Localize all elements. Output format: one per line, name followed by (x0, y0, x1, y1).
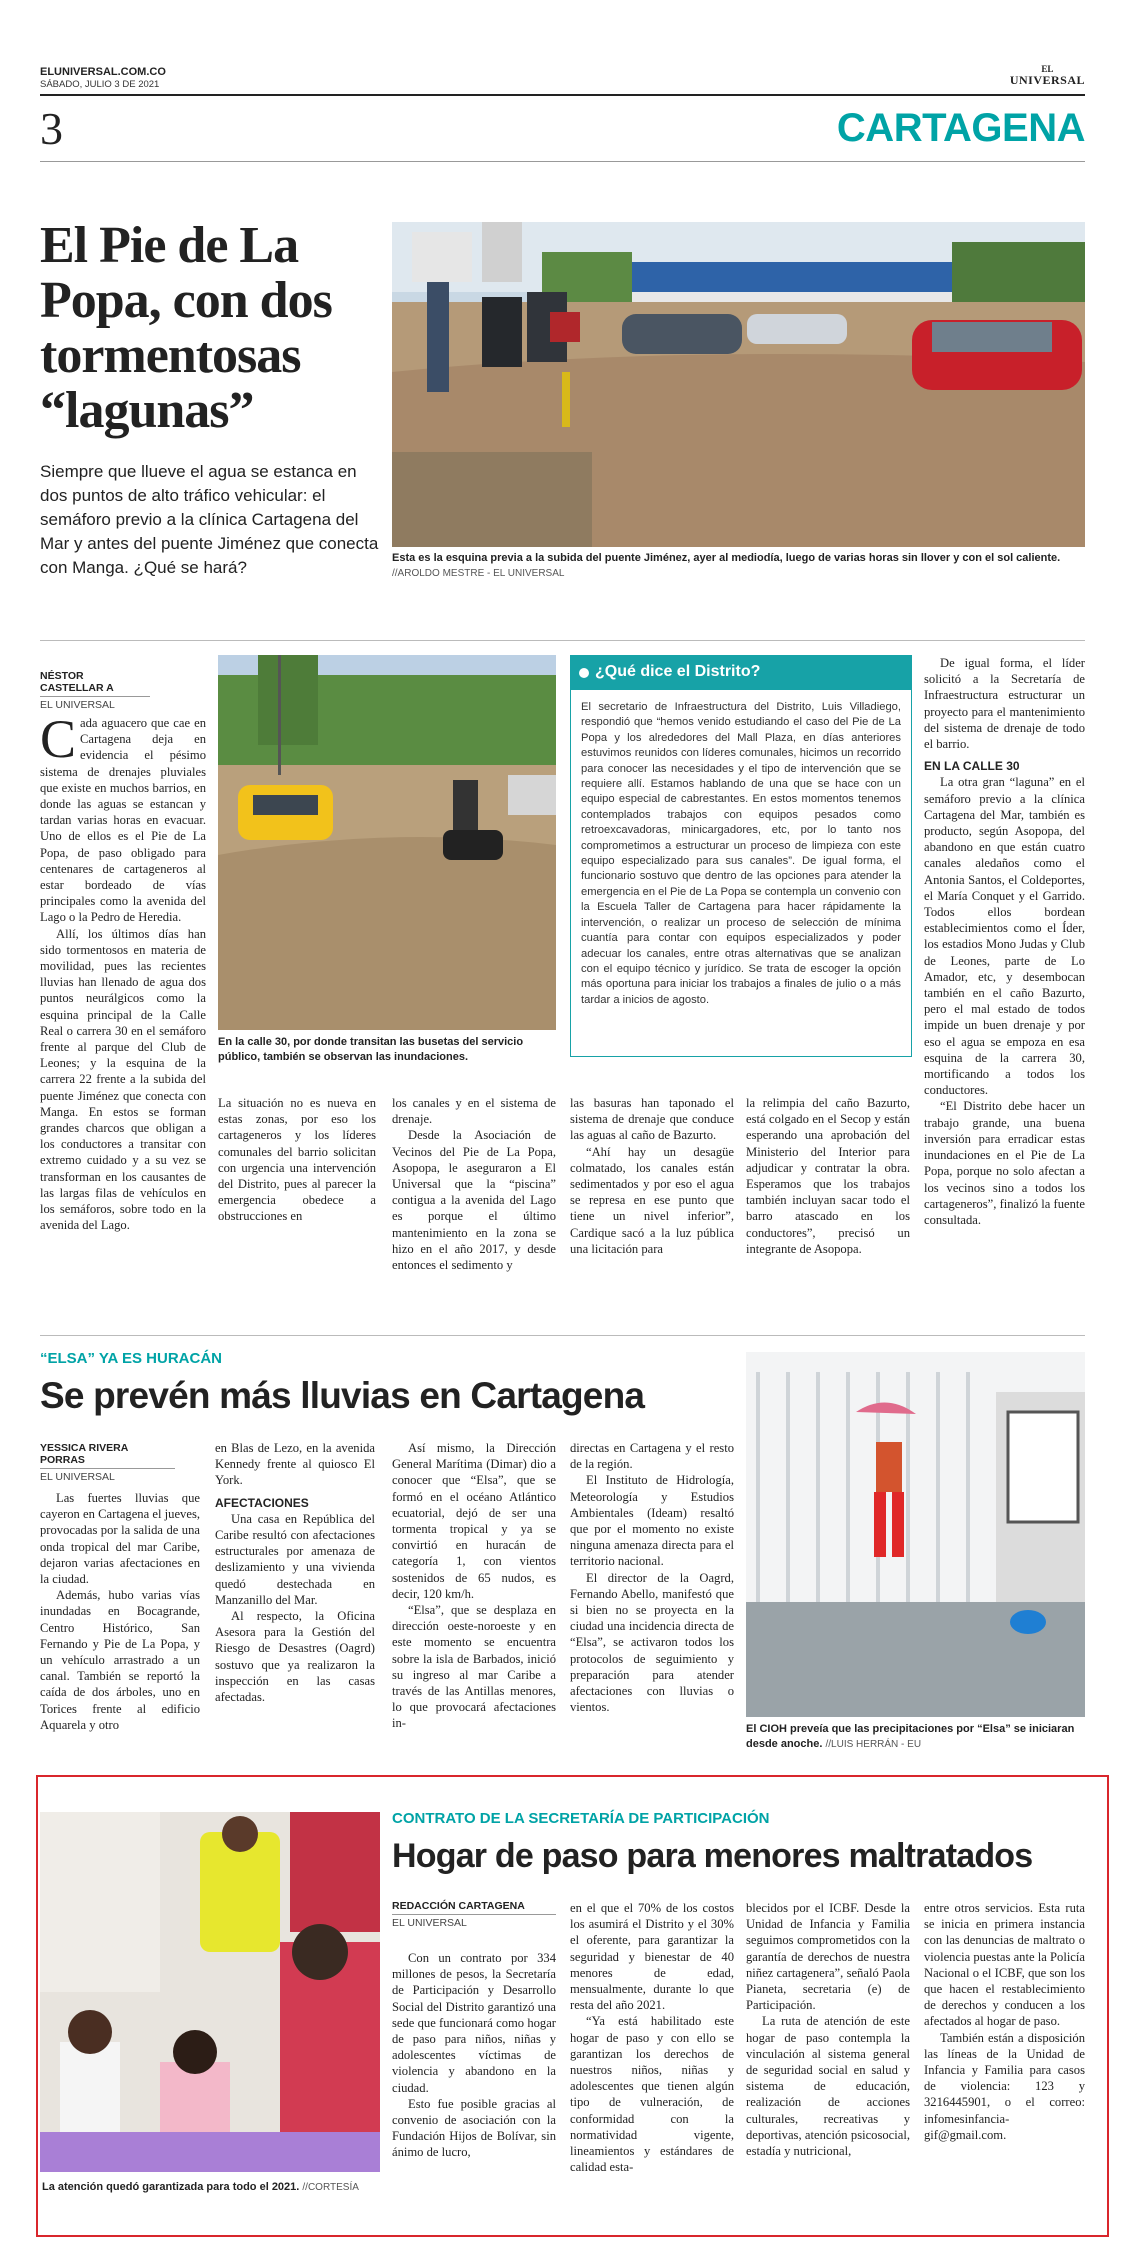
section-rule (40, 161, 1085, 162)
story2-kicker: “ELSA” YA ES HURACÁN (40, 1350, 222, 1367)
page-number: 3 (40, 103, 63, 154)
paragraph: También están a disposición las líneas de la Unidad de Infancia y Familia para casos de violencia: 123 y 3216445901, o el correo: infomesinfancia-gif@gmail.com. (924, 2030, 1085, 2142)
subhead: AFECTACIONES (215, 1495, 309, 1510)
story3-photo-caption (42, 2180, 377, 2195)
story3-headline: Hogar de paso para menores maltratados (392, 1837, 1033, 1875)
distrito-box (570, 655, 912, 1057)
logo-line1: EL (1041, 64, 1054, 74)
author-name: YESSICA RIVERA PORRAS (40, 1442, 175, 1469)
paragraph: La otra gran “laguna” en el semáforo previo a la clínica Cartagena del Mar, también es producto, según Asopopa, del abandono en que están cuatro canales aledaños como el Antonia Santos, el Coldeportes, el María Conquet y el Garrido. Todos ellos bordean establecimientos como el Íder, los estadios Mono Judas y Club de Leones, parte de Lo Amador, etc, y desembocan también en el caño Bazurto, pero el mal estado de todos impide un buen drenaje y por eso el agua se empoza en esa esquina de la carrera 30, mortificando a todos los conductores. (924, 775, 1085, 1098)
paragraph: Al respecto, la Oficina Asesora para la Gestión del Riesgo de Desastres (Oagrd) sostuvo que ya realizaron la inspección en las casas afectadas. (215, 1609, 375, 1705)
story1-photo-flooded-corner (392, 222, 1085, 547)
site-url[interactable]: ELUNIVERSAL.COM.CO (40, 66, 166, 78)
paragraph: Con un contrato por 334 millones de pesos, la Secretaría de Participación y Desarrollo Social del Distrito garantizó una sede que funcionará como hogar de paso para niños, niñas y adolescentes víctimas de violencia y abandono en la ciudad. (392, 1951, 556, 2095)
paragraph: Así mismo, la Dirección General Marítima (Dimar) dio a conocer que “Elsa”, que se formó en el océano Atlántico ecuatorial, dejó de ser una tormenta tropical y ya se convirtió en huracán de categoría 1, con vientos sostenidos de 65 nudos, es decir, 120 km/h. (392, 1441, 556, 1601)
story1-byline (40, 670, 150, 711)
paragraph: directas en Cartagena y el resto de la región. (570, 1441, 734, 1472)
story1-column-5 (746, 1095, 910, 1257)
paragraph: la relimpia del caño Bazurto, está colgado en el Secop y están esperando una aprobación del Ministerio del Interior para adjudicar y contratar la obra. Esperamos que los trabajos también incluyan sacar todo el barro atascado en los conductores”, precisó un integrante de Asopopa. (746, 1096, 910, 1256)
story2-divider (40, 1335, 1085, 1336)
story1-column-4 (570, 1095, 734, 1257)
story3-column-2 (570, 1900, 734, 2175)
story2-column-4 (570, 1440, 734, 1715)
logo-line2: UNIVERSAL (1009, 73, 1085, 87)
paragraph: “Ya está habilitado este hogar de paso y con ello se garantizan los derechos de nuestros niños, niñas y adolescentes que tienen algún tipo de vulneración, de conformidad con la normatividad vigente, lineamientos y estándares de calidad esta- (570, 2014, 734, 2175)
story1-column-3 (392, 1095, 556, 1273)
subhead: EN LA CALLE 30 (924, 759, 1020, 774)
story1-divider (40, 640, 1085, 641)
paragraph (40, 709, 206, 926)
paragraph: los canales y en el sistema de drenaje. (392, 1096, 556, 1127)
story2-column-1 (40, 1490, 200, 1733)
story2-headline: Se prevén más lluvias en Cartagena (40, 1375, 645, 1416)
story1-column-1 (40, 709, 206, 1234)
section-title[interactable]: CARTAGENA (836, 106, 1085, 150)
flooded-avenue-image (218, 655, 556, 1030)
issue-date: SÁBADO, JULIO 3 DE 2021 (40, 79, 160, 90)
paragraph-text: ada aguacero que cae en Cartagena deja en evidencia el pésimo sistema de drenajes pluviales que existe en muchos barrios, en donde las aguas se estancan y tardan varias horas en evacuar. Uno de ellos es el Pie de La Popa, de paso obligado para centenares de cartageneros al estar bordeado de vías principales como la avenida del Lago o la Pedro de Heredia. (40, 716, 206, 925)
story3-column-4 (924, 1900, 1085, 2143)
paragraph: Desde la Asociación de Vecinos del Pie de La Popa, Asopopa, le aseguraron a El Universal que la “piscina” contigua a la avenida del Lago es porque el último mantenimiento en la zona se hizo en el año 2017, y desde entonces el sedimento y (392, 1128, 556, 1273)
paragraph: las basuras han taponado el sistema de drenaje que conduce las aguas al caño de Bazurto. (570, 1096, 734, 1143)
story1-photo1-caption (392, 551, 1085, 581)
paragraph: en Blas de Lezo, en la avenida Kennedy frente al quiosco El York. (215, 1441, 375, 1488)
paragraph: Una casa en República del Caribe resultó con afectaciones estructurales por amenaza de deslizamiento y una vivienda quedó destechada en Manzanillo del Mar. (215, 1511, 375, 1607)
paragraph: “El Distrito debe hacer un trabajo grande, una buena inversión para erradicar estas inundaciones en el Pie de La Popa, porque no solo afectan a los vecinos sino a todos los cartageneros”, finalizó la fuente consultada. (924, 1099, 1085, 1227)
story1-column-6 (924, 655, 1085, 1228)
caption-text: Esta es la esquina previa a la subida del puente Jiménez, ayer al mediodía, luego de varias horas sin llover y con el sol caliente. (392, 552, 1061, 564)
author-name: NÉSTOR CASTELLAR A (40, 670, 150, 697)
woman-in-rain-image (746, 1352, 1085, 1717)
photo-credit: //LUIS HERRÁN - EU (825, 1739, 922, 1750)
author-outlet: EL UNIVERSAL (40, 1471, 115, 1483)
paragraph: La situación no es nueva en estas zonas, por eso los cartageneros y los líderes comunales del barrio solicitan con urgencia una intervención del Distrito, pues al parecer la emergencia obedece a obstrucciones en (218, 1096, 376, 1224)
children-care-image (40, 1812, 380, 2172)
story3-kicker: CONTRATO DE LA SECRETARÍA DE PARTICIPACIÓN (392, 1810, 770, 1827)
masthead-rule (40, 94, 1085, 96)
masthead (40, 66, 1085, 196)
story3-byline (392, 1900, 556, 1929)
story2-column-3 (392, 1440, 556, 1732)
story1-photo2-caption: En la calle 30, por donde transitan las busetas del servicio público, también se observan las inundaciones. (218, 1036, 524, 1063)
paragraph: La ruta de atención de este hogar de paso contempla la vinculación al sistema general de seguridad social en salud y sistema de educación, realización de acciones culturales, recreativas y deportivas, atención psicosocial, estadía y nutricional, (746, 2014, 910, 2159)
story2-photo-caption (746, 1722, 1085, 1752)
paragraph: Esto fue posible gracias al convenio de asociación con la Fundación Hijos de Bolívar, sin ánimo de lucro, (392, 2096, 556, 2160)
flooded-street-image (392, 222, 1085, 547)
paragraph: Allí, los últimos días han sido tormentosos en materia de movilidad, pues las recientes lluvias han llenado de agua dos puntos neurálgicos como la esquina principal de la Calle Real o carrera 30 en el semáforo frente al parque del Club de Leones; y la esquina de la carrera 22 frente a la subida del puente Jiménez que conecta con Manga. En estos se forman grandes charcos que obligan a los conductores a transitar con extremo cuidado y a su vez se transforman en los causantes de las largas filas de vehículos en los semáforos, sobre todo en la avenida del Lago. (40, 926, 206, 1233)
box-header (571, 656, 911, 690)
story3-photo-children (40, 1812, 380, 2172)
box-title: ¿Qué dice el Distrito? (595, 663, 761, 680)
caption-text: El CIOH preveía que las precipitaciones por “Elsa” se iniciaran desde anoche. (746, 1723, 1075, 1750)
caption-text: La atención quedó garantizada para todo el 2021. (42, 2181, 300, 2193)
paragraph: Además, hubo varias vías inundadas en Bocagrande, Centro Histórico, San Fernando y Pie de La Popa, y un vehículo arrastrado a un canal. También se reportó la caída de dos árboles, uno en Torices frente al edificio Aquarela y otro (40, 1588, 200, 1732)
author-name: REDACCIÓN CARTAGENA (392, 1900, 556, 1915)
drop-cap: C (40, 709, 77, 769)
story2-byline (40, 1442, 175, 1483)
story3-column-3 (746, 1900, 910, 2159)
paragraph: blecidos por el ICBF. Desde la Unidad de Infancia y Familia seguimos comprometidos con la garantía de derechos de nuestra niñez cartagenera”, señaló Paola Pianeta, secretaria (e) de Participación. (746, 1901, 910, 2013)
box-text: El secretario de Infraestructura del Distrito, Luis Villadiego, respondió que “hemos venido estudiando el caso del Pie de La Popa y los alrededores del Mall Plaza, en días anteriores estuvimos reunidos con líderes comunales, hicimos un recorrido para conocer las necesidades y el tipo de intervención que se requiere allí. Estamos hablando de una que se hace con un equipo especial de cabrestantes. En estos momentos tenemos contemplados trabajos con equipos pesados como retroexcavadoras, minicargadores, etc, por lo tanto nos comprometimos a estructurar un proceso de limpieza con este equipo especializado para sus canales”. De igual forma, el funcionario sostuvo que dentro de las opciones para atender la emergencia en el Pie de La Popa se contempla un convenio con la Escuela Taller de Cartagena para hacer rápidamente la intervención, o realizar un proceso de selección de mínima cuantía para contar con equipos especializados y poder adecuar los canales, entre otras alternativas que se analizan con el equipo técnico y jurídico. Se trata de escoger la opción más oportuna para iniciar los trabajos a finales de julio o a más tardar a inicios de agosto. (581, 701, 901, 1006)
story1-photo-calle30 (218, 655, 556, 1030)
story1-deck: Siempre que llueve el agua se estanca en dos puntos de alto tráfico vehicular: el semáforo previo a la clínica Cartagena del Mar y antes del puente Jiménez que conecta con Manga. ¿Qué se hará? (40, 462, 379, 577)
logo (1010, 64, 1085, 86)
paragraph: El director de la Oagrd, Fernando Abello, manifestó que si bien no se proyecta en la ciudad una incidencia directa de “Elsa”, se activaron todos los protocolos de seguimiento y preparación para atender afectaciones con lluvias o vientos. (570, 1570, 734, 1715)
paragraph: Las fuertes lluvias que cayeron en Cartagena el jueves, provocadas por la salida de una onda tropical del mar Caribe, dejaron varias afectaciones en la ciudad. (40, 1491, 200, 1587)
story1-headline: El Pie de La Popa, con dos tormentosas “lagunas” (40, 217, 332, 439)
story3-column-1 (392, 1950, 556, 2161)
paragraph: El Instituto de Hidrología, Meteorología y Estudios Ambientales (Ideam) resaltó que por el momento no existe ninguna amenaza directa para el territorio nacional. (570, 1473, 734, 1569)
bullet-dot-icon (579, 668, 589, 678)
paragraph: “Ahí hay un desagüe colmatado, los canales están sedimentados y por eso el agua se represa en ese punto que tiene un nivel inferior”, Cardique sacó a la luz pública una licitación para (570, 1144, 734, 1256)
story1-column-2 (218, 1095, 376, 1225)
paragraph: “Elsa”, que se desplaza en dirección oeste-noroeste y en este momento se encuentra sobre la isla de Barbados, inició su ingreso al mar Caribe a través de las Antillas menores, lo que provocará afectaciones in- (392, 1603, 556, 1731)
story2-column-2 (215, 1440, 375, 1705)
author-outlet: EL UNIVERSAL (40, 699, 115, 711)
paragraph: entre otros servicios. Esta ruta se inicia en primera instancia con las denuncias de maltrato o violencia puestas ante la Policía Nacional o el ICBF, que son los que hacen el restablecimiento de derechos y conducen a los afectados al hogar de paso. (924, 1901, 1085, 2029)
paragraph: De igual forma, el líder solicitó a la Secretaría de Infraestructura estructurar un proyecto para el mantenimiento del sistema de drenaje de todo el barrio. (924, 656, 1085, 752)
paragraph: en el que el 70% de los costos los asumirá el Distrito y el 30% el oferente, para garantizar la seguridad y bienestar de 40 menores de edad, mensualmente, durante lo que resta del año 2021. (570, 1901, 734, 2013)
photo-credit: //CORTESÍA (302, 2182, 359, 2193)
author-outlet: EL UNIVERSAL (392, 1917, 467, 1929)
photo-credit: //AROLDO MESTRE - EL UNIVERSAL (392, 568, 565, 579)
story2-photo-rain (746, 1352, 1085, 1717)
